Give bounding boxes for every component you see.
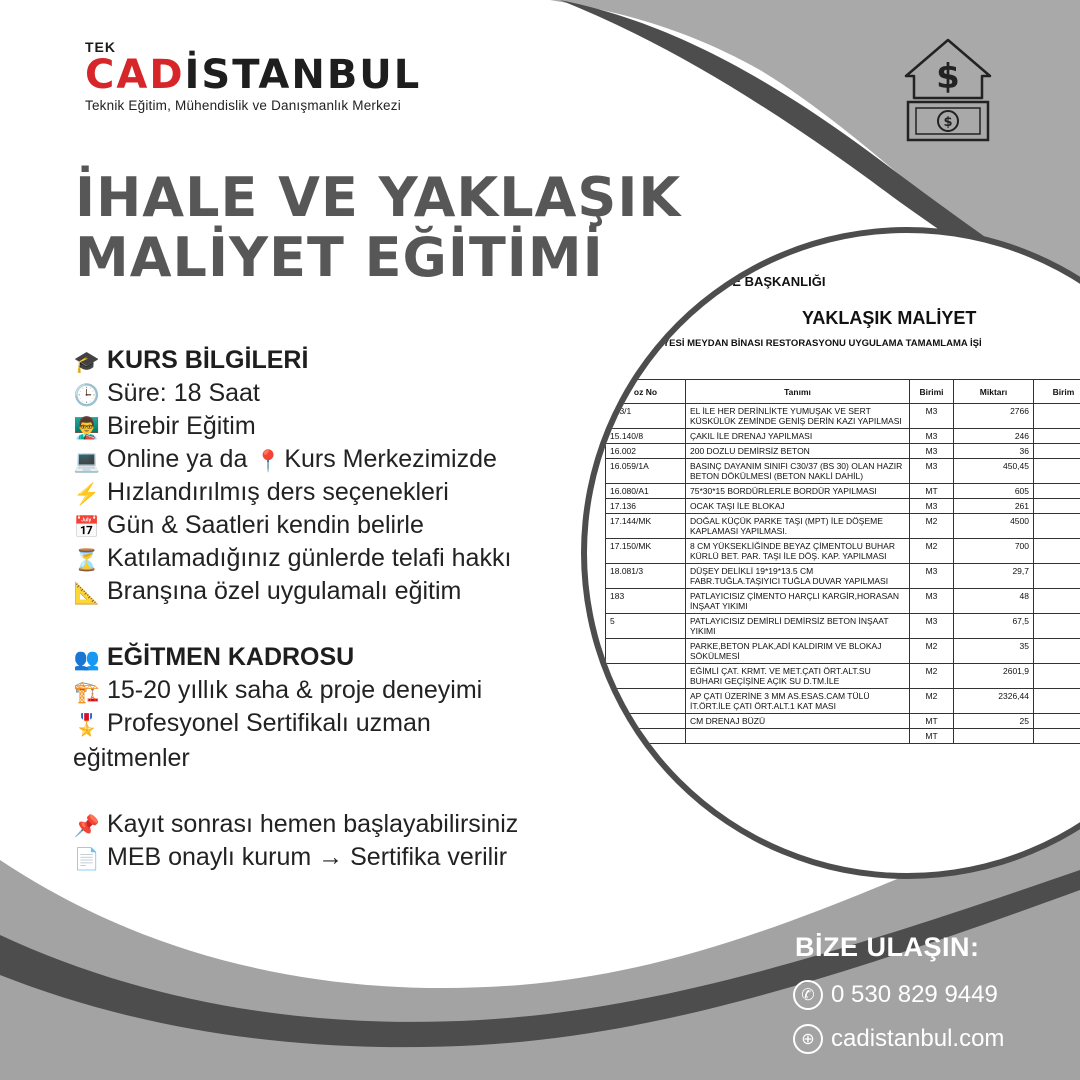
people-icon: 👥	[73, 648, 101, 671]
list-item-text: Hızlandırılmış ders seçenekleri	[107, 478, 449, 506]
cell-poz-no: 17.150/MK	[606, 539, 686, 564]
cell-quantity: 29,7	[954, 564, 1034, 589]
table-row	[606, 689, 1080, 714]
house-money-icon	[902, 36, 994, 144]
cell-description: PARKE,BETON PLAK,ADİ KALDIRIM VE BLOKAJ SÖKÜLMESİ	[686, 639, 910, 664]
logo-wordmark	[85, 54, 421, 96]
cell-description: DOĞAL KÜÇÜK PARKE TAŞI (MPT) İLE DÖŞEME KAPLAMASI YAPILMASI.	[686, 514, 910, 539]
document-title: YAKLAŞIK MALİYET	[802, 308, 977, 328]
cell-unit: M3	[910, 429, 954, 444]
header-unit: Birimi	[910, 380, 954, 404]
cell-poz-no: 16.059/1A	[606, 459, 686, 484]
cell-quantity: 67,5	[954, 614, 1034, 639]
table-row	[606, 444, 1080, 459]
list-item-text: MEB onaylı kurum → Sertifika verilir	[107, 843, 508, 871]
cell-quantity	[954, 729, 1034, 744]
contact-phone[interactable]	[793, 980, 998, 1010]
construction-icon: 🏗️	[73, 681, 101, 704]
cell-poz-no: 16.080/A1	[606, 484, 686, 499]
contact-heading: BİZE ULAŞIN:	[795, 932, 980, 962]
cell-unit: M2	[910, 539, 954, 564]
list-item	[73, 410, 593, 443]
cell-quantity: 450,45	[954, 459, 1034, 484]
list-item	[73, 707, 503, 775]
cell-description: OCAK TAŞI İLE BLOKAJ	[686, 499, 910, 514]
cell-poz-no: 013/1	[606, 404, 686, 429]
cell-description: DÜŞEY DELİKLİ 19*19*13.5 CM FABR.TUĞLA.TAŞIYICI TUĞLA DUVAR YAPILMASI	[686, 564, 910, 589]
list-item	[73, 542, 593, 575]
graduation-cap-icon: 🎓	[73, 351, 101, 374]
cell-quantity: 605	[954, 484, 1034, 499]
list-item-text: Süre: 18 Saat	[107, 379, 260, 407]
cell-description: BASINÇ DAYANIM SINIFI C30/37 (BS 30) OLAN HAZIR BETON DÖKÜLMESİ (BETON NAKLİ DAHİL)	[686, 459, 910, 484]
table-row	[606, 639, 1080, 664]
table-row	[606, 564, 1080, 589]
cell-unit-price	[1034, 714, 1080, 729]
location-pin-icon: 📍	[255, 450, 282, 473]
table-row	[606, 499, 1080, 514]
medal-icon: 🎖️	[73, 714, 101, 737]
cell-unit-price	[1034, 444, 1080, 459]
cell-unit-price	[1034, 404, 1080, 429]
document-subject: EDİYESİ MEYDAN BİNASI RESTORASYONU UYGULAMA TAMAMLAMA İŞİ	[647, 338, 982, 349]
cell-description: AP ÇATI ÜZERİNE 3 MM AS.ESAS.CAM TÜLÜ İT.ÖRT.İLE ÇATI ÖRT.ALT.1 KAT MASI	[686, 689, 910, 714]
cell-description: ÇAKIL İLE DRENAJ YAPILMASI	[686, 429, 910, 444]
list-item	[73, 674, 593, 707]
cost-estimate-document	[587, 233, 1080, 873]
cell-description: 8 CM YÜKSEKLİĞİNDE BEYAZ ÇİMENTOLU BUHAR KÜRLÜ BET. PAR. TAŞI İLE DÖŞ. KAP. YAPILMASI	[686, 539, 910, 564]
spacer	[73, 775, 593, 808]
cell-unit: M3	[910, 499, 954, 514]
cell-quantity: 2326,44	[954, 689, 1034, 714]
phone-icon: ✆	[793, 980, 823, 1010]
teacher-icon: 👨‍🏫	[73, 417, 101, 440]
list-item-text: Online ya da	[107, 445, 248, 473]
list-item-text: 15-20 yıllık saha & proje deneyimi	[107, 676, 483, 704]
cell-unit: M3	[910, 459, 954, 484]
table-row	[606, 429, 1080, 444]
cell-unit-price	[1034, 514, 1080, 539]
table-row	[606, 514, 1080, 539]
cell-unit-price	[1034, 539, 1080, 564]
cell-poz-no: 183	[606, 589, 686, 614]
cell-quantity: 246	[954, 429, 1034, 444]
header-unit-price: Birim	[1034, 380, 1080, 404]
cell-unit-price	[1034, 499, 1080, 514]
cell-unit-price	[1034, 459, 1080, 484]
cell-unit: M3	[910, 444, 954, 459]
cell-description: PATLAYICISIZ DEMİRLİ DEMİRSİZ BETON İNŞAAT YIKIMI	[686, 614, 910, 639]
phone-number[interactable]: 0 530 829 9449	[831, 981, 998, 1008]
cell-quantity: 261	[954, 499, 1034, 514]
logo-cad-text: CAD	[85, 52, 185, 98]
cell-unit: M3	[910, 564, 954, 589]
svg-text:$: $	[936, 57, 960, 97]
spacer	[73, 608, 593, 641]
cell-quantity: 48	[954, 589, 1034, 614]
cell-poz-no	[606, 689, 686, 714]
list-item-text: Profesyonel Sertifikalı uzman eğitmenler	[73, 709, 431, 772]
hourglass-icon: ⏳	[73, 549, 101, 572]
calendar-icon: 📅	[73, 516, 101, 539]
document-icon: 📄	[73, 848, 101, 871]
table-row	[606, 614, 1080, 639]
info-list	[73, 344, 593, 874]
cell-description: EL İLE HER DERİNLİKTE YUMUŞAK VE SERT KÜSKÜLÜK ZEMİNDE GENİŞ DERİN KAZI YAPILMASI	[686, 404, 910, 429]
list-item-text: Gün & Saatleri kendin belirle	[107, 511, 424, 539]
cell-unit: M3	[910, 589, 954, 614]
list-item	[73, 377, 593, 410]
svg-text:$: $	[943, 115, 953, 130]
table-row	[606, 589, 1080, 614]
cell-quantity: 2601,9	[954, 664, 1034, 689]
list-item-text-2: Kurs Merkezimizde	[284, 445, 497, 473]
cell-unit: M2	[910, 664, 954, 689]
list-item-text: Branşına özel uygulamalı eğitim	[107, 577, 462, 605]
list-item-text: Birebir Eğitim	[107, 412, 256, 440]
header-poz-no: oz No	[606, 380, 686, 404]
website-link[interactable]: cadistanbul.com	[831, 1025, 1005, 1052]
logo-tek-text: TEK	[85, 39, 116, 55]
table-row	[606, 459, 1080, 484]
list-item	[73, 509, 593, 542]
logo	[85, 40, 421, 113]
course-info-heading	[73, 344, 593, 377]
list-item	[73, 841, 593, 874]
cell-poz-no	[606, 639, 686, 664]
pushpin-icon: 📌	[73, 815, 101, 838]
cell-quantity: 36	[954, 444, 1034, 459]
cell-poz-no	[606, 729, 686, 744]
cell-description: EĞİMLİ ÇAT. KRMT. VE MET.ÇATI ÖRT.ALT.SU BUHARI GEÇİŞİNE AÇIK SU D.TM.İLE	[686, 664, 910, 689]
clock-icon: 🕒	[73, 384, 101, 407]
table-row	[606, 714, 1080, 729]
cell-unit-price	[1034, 664, 1080, 689]
cell-poz-no: 17.144/MK	[606, 514, 686, 539]
cell-unit-price	[1034, 484, 1080, 499]
list-item	[73, 443, 593, 476]
cell-unit: M2	[910, 639, 954, 664]
trainers-heading-text: EĞİTMEN KADROSU	[107, 643, 355, 671]
cell-unit: MT	[910, 729, 954, 744]
cell-description: PATLAYICISIZ ÇİMENTO HARÇLI KARGİR,HORASAN İNŞAAT YIKIMI	[686, 589, 910, 614]
cell-description	[686, 729, 910, 744]
logo-tagline: Teknik Eğitim, Mühendislik ve Danışmanlık Merkezi	[85, 98, 401, 113]
cell-unit: MT	[910, 484, 954, 499]
course-info-heading-text: KURS BİLGİLERİ	[107, 346, 309, 374]
cell-unit-price	[1034, 564, 1080, 589]
trainers-heading	[73, 641, 593, 674]
contact-website[interactable]	[793, 1024, 1004, 1054]
document-preview-circle	[587, 233, 1080, 873]
table-row	[606, 539, 1080, 564]
cell-description: CM DRENAJ BÜZÜ	[686, 714, 910, 729]
cell-description: 200 DOZLU DEMİRSİZ BETON	[686, 444, 910, 459]
list-item	[73, 476, 593, 509]
cell-unit-price	[1034, 614, 1080, 639]
cell-poz-no	[606, 664, 686, 689]
cell-unit: M3	[910, 404, 954, 429]
cell-unit-price	[1034, 429, 1080, 444]
cell-unit-price	[1034, 689, 1080, 714]
cell-unit: M2	[910, 689, 954, 714]
cell-quantity: 700	[954, 539, 1034, 564]
table-row	[606, 729, 1080, 744]
table-row	[606, 664, 1080, 689]
logo-istanbul-text: İSTANBUL	[184, 52, 422, 98]
table-header-row	[606, 380, 1080, 404]
cell-poz-no: 15.140/8	[606, 429, 686, 444]
title-line-1: İHALE VE YAKLAŞIK	[75, 166, 682, 229]
cell-quantity: 25	[954, 714, 1034, 729]
cell-quantity: 2766	[954, 404, 1034, 429]
lightning-icon: ⚡	[73, 483, 101, 506]
cell-unit: MT	[910, 714, 954, 729]
list-item-text: Kayıt sonrası hemen başlayabilirsiniz	[107, 810, 519, 838]
list-item	[73, 575, 593, 608]
cell-unit-price	[1034, 589, 1080, 614]
cell-description: 75*30*15 BORDÜRLERLE BORDÜR YAPILMASI	[686, 484, 910, 499]
cost-table	[605, 379, 1080, 744]
title-line-2: MALİYET EĞİTİMİ	[75, 226, 604, 289]
cell-poz-no: 18.081/3	[606, 564, 686, 589]
cell-unit-price	[1034, 729, 1080, 744]
cell-unit: M3	[910, 614, 954, 639]
cell-poz-no	[606, 714, 686, 729]
globe-icon: ⊕	[793, 1024, 823, 1054]
cell-poz-no: 16.002	[606, 444, 686, 459]
cell-poz-no: 5	[606, 614, 686, 639]
header-quantity: Miktarı	[954, 380, 1034, 404]
triangle-ruler-icon: 📐	[73, 582, 101, 605]
header-description: Tanımı	[686, 380, 910, 404]
table-row	[606, 404, 1080, 429]
cell-unit-price	[1034, 639, 1080, 664]
cell-unit: M2	[910, 514, 954, 539]
list-item-text: Katılamadığınız günlerde telafi hakkı	[107, 544, 512, 572]
table-row	[606, 484, 1080, 499]
list-item	[73, 808, 593, 841]
laptop-icon: 💻	[73, 450, 101, 473]
document-org-line-1: LIĞI	[720, 257, 746, 272]
cell-poz-no: 17.136	[606, 499, 686, 514]
cell-quantity: 35	[954, 639, 1034, 664]
cell-quantity: 4500	[954, 514, 1034, 539]
document-org-line-2: IYE BAŞKANLIĞI	[720, 274, 826, 289]
